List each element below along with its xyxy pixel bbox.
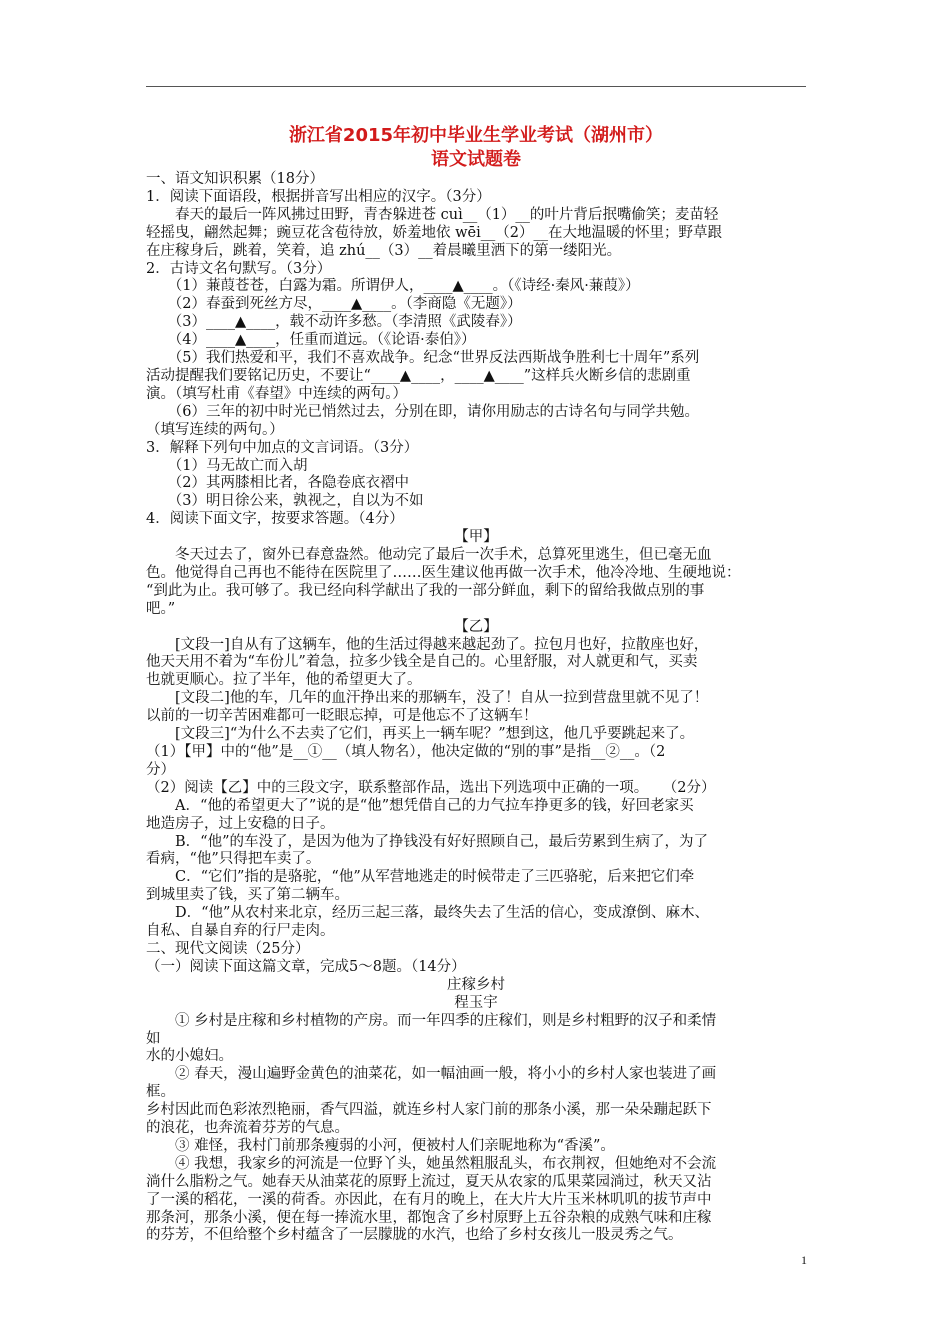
text-line: （填写连续的两句。） [146,421,284,438]
text-line: C．“它们”指的是骆驼，“他”从军营地逃走的时候带走了三匹骆驼，后来把它们牵 [175,869,695,886]
text-line: 如 [146,1030,161,1047]
text-line: 分） [146,761,175,778]
text-line: 那条河，那条小溪，便在每一捧流水里，都饱含了乡村原野上五谷杂粮的成熟气味和庄稼 [146,1209,712,1226]
text-line: 【甲】 [454,529,498,546]
exam-subtitle: 语文试题卷 [431,149,521,170]
exam-title: 浙江省2015年初中毕业生学业考试（湖州市） [288,125,664,146]
text-line: （1）马无故亡而入胡 [167,457,308,474]
text-line: 自私、自暴自弃的行尸走肉。 [146,923,335,940]
text-line: [文段三]“为什么不去卖了它们，再买上一辆车呢？”想到这，他几乎要跳起来了。 [175,726,695,743]
text-line: 乡村因此而色彩浓烈艳丽，香气四溢，就连乡村人家门前的那条小溪，那一朵朵蹦起跃下 [146,1102,712,1119]
text-line: 二、现代文阅读（25分） [146,940,310,957]
text-line: 轻摇曳，翩然起舞；豌豆花含苞待放，娇羞地依 wēi__（2）__在大地温暖的怀里；野草跟 [146,224,722,241]
text-line: 水的小媳妇。 [146,1048,233,1065]
text-line: 的芬芳，不但给整个乡村蕴含了一层朦胧的水汽，也给了乡村女孩儿一股灵秀之气。 [146,1227,683,1244]
text-line: A．“他的希望更大了”说的是“他”想凭借自己的力气拉车挣更多的钱，好回老家买 [175,797,694,814]
text-line: 看病，“他”只得把车卖了。 [146,851,321,868]
text-line: B．“他”的车没了，是因为他为了挣钱没有好好照顾自己，最后劳累到生病了，为了 [175,833,708,850]
text-line: ② 春天，漫山遍野金黄色的油菜花，如一幅油画一般，将小小的乡村人家也装进了画 [175,1066,717,1083]
text-line: （一）阅读下面这篇文章，完成5～8题。（14分） [146,958,466,975]
text-line: ① 乡村是庄稼和乡村植物的产房。而一年四季的庄稼们，则是乡村粗野的汉子和柔情 [175,1012,717,1029]
text-line: 庄稼乡村 [447,976,505,993]
text-line: 淌什么脂粉之气。她春天从油菜花的原野上流过，夏天从农家的瓜果菜园淌过，秋天又沾 [146,1173,712,1190]
text-line: （3）明日徐公来，孰视之，自以为不如 [167,493,424,510]
text-line: 的浪花，也奔流着芬芳的气息。 [146,1120,349,1137]
page-number: 1 [801,1253,807,1267]
text-line: 1．阅读下面语段，根据拼音写出相应的汉字。（3分） [146,188,491,205]
text-line: （2）阅读【乙】中的三段文字，联系整部作品，选出下列选项中正确的一项。 （2分） [146,779,716,796]
text-line: 春天的最后一阵风拂过田野，青杏躲进苍 cuì__（1）__的叶片背后抿嘴偷笑；麦苗轻 [175,206,719,223]
text-line: 【乙】 [454,618,498,635]
text-line: （2）其两膝相比者，各隐卷底衣褶中 [167,475,409,492]
text-line: 了一溪的稻花，一溪的荷香。亦因此，在有月的晚上，在大片大片玉米林叽叽的拔节声中 [146,1191,712,1208]
text-line: （6）三年的初中时光已悄然过去，分别在即，请你用励志的古诗名句与同学共勉。 [167,403,699,420]
text-line: 冬天过去了，窗外已春意盎然。他动完了最后一次手术，总算死里逃生，但已毫无血 [175,547,712,564]
text-line: （1）蒹葭苍苍，白露为霜。所谓伊人，____▲____。（《诗经·秦风·蒹葭》） [167,278,640,295]
text-line: 到城里卖了钱，买了第二辆车。 [146,887,349,904]
text-line: [文段一]自从有了这辆车，他的生活过得越来越起劲了。拉包月也好，拉散座也好， [175,636,709,653]
text-line: 在庄稼身后，跳着，笑着，追 zhú__（3）__着晨曦里洒下的第一缕阳光。 [146,242,622,259]
text-line: （4）____▲____，任重而道远。（《论语·泰伯》） [167,332,476,349]
text-line: 框。 [146,1084,175,1101]
text-line: ④ 我想，我家乡的河流是一位野丫头，她虽然粗服乱头，布衣荆衩，但她绝对不会流 [175,1155,717,1172]
text-line: 吧。” [146,600,176,617]
text-line: 4．阅读下面文字，按要求答题。（4分） [146,511,404,528]
text-line: （5）我们热爱和平，我们不喜欢战争。纪念“世界反法西斯战争胜利七十周年”系列 [167,350,700,367]
text-line: 活动提醒我们要铭记历史，不要让“____▲____，____▲____”这样兵火断乡信的悲剧重 [146,367,691,384]
text-line: [文段二]他的车，几年的血汗挣出来的那辆车，没了！自从一拉到营盘里就不见了！ [175,690,709,707]
header-rule [146,86,806,87]
text-line: 一、语文知识积累（18分） [146,171,324,187]
text-line: （1）【甲】中的“他”是__①__（填人物名），他决定做的“别的事”是指__②__。（2 [146,744,666,760]
text-line: （3）____▲____，载不动许多愁。（李清照《武陵春》） [167,314,522,331]
text-line: D．“他”从农村来北京，经历三起三落，最终失去了生活的信心，变成潦倒、麻木、 [175,905,709,922]
text-line: 3．解释下列句中加点的文言词语。（3分） [146,439,419,456]
text-line: 色。他觉得自己再也不能待在医院里了……医生建议他再做一次手术，他冷冷地、生硬地说： [146,564,741,581]
text-line: 2．古诗文名句默写。（3分） [146,260,332,277]
text-line: “到此为止。我可够了。我已经向科学献出了我的一部分鲜血，剩下的留给我做点别的事 [146,582,705,599]
text-line: 也就更顺心。拉了半年，他的希望更大了。 [146,672,422,689]
text-line: 以前的一切辛苦困难都可一眨眼忘掉，可是他忘不了这辆车！ [146,708,538,725]
text-line: （2）春蚕到死丝方尽，____▲____。（李商隐《无题》） [167,296,522,313]
text-line: 演。（填写杜甫《春望》中连续的两句。） [146,385,407,402]
text-line: 地造房子，过上安稳的日子。 [146,815,335,832]
text-line: 他天天用不着为“车份儿”着急，拉多少钱全是自己的。心里舒服，对人就更和气，买卖 [146,654,698,671]
text-line: 程玉宇 [454,994,498,1011]
exam-body [146,171,806,1245]
text-line: ③ 难怪，我村门前那条瘦弱的小河，便被村人们亲昵地称为“香溪”。 [175,1137,615,1154]
